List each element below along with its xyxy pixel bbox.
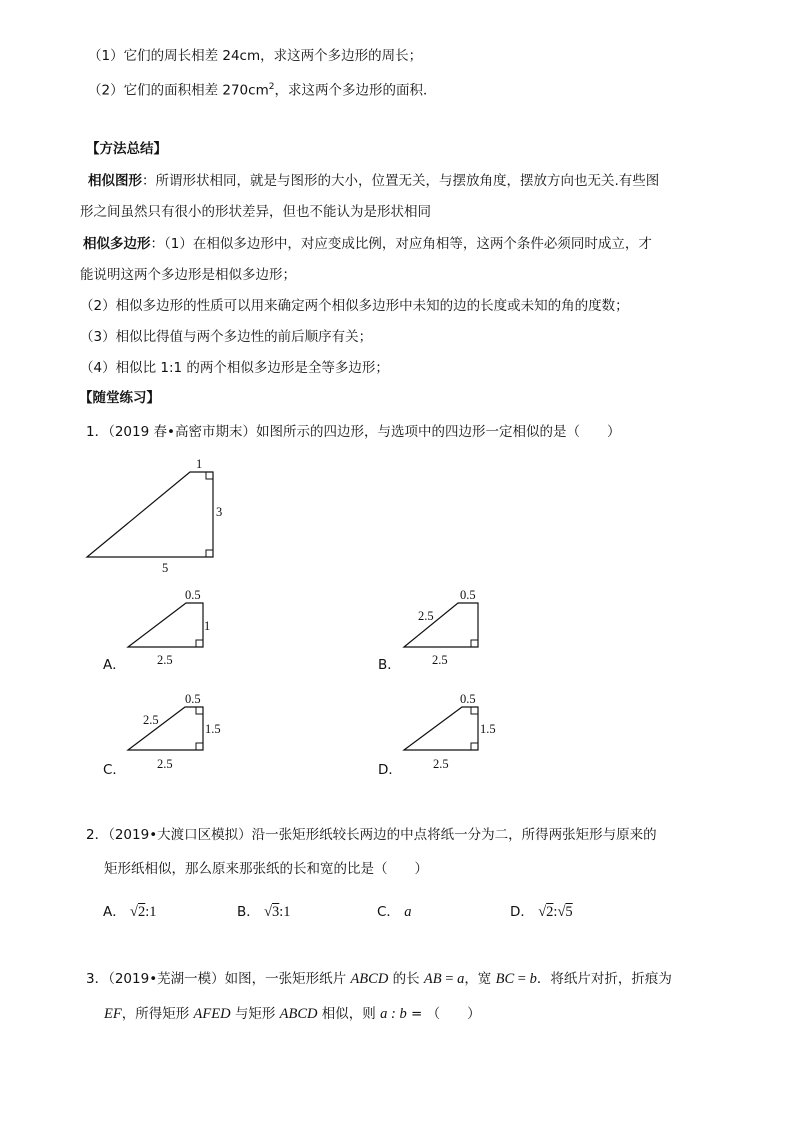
option-a-letter-q2: A．: [103, 904, 126, 920]
option-a-right-angle: [196, 640, 203, 647]
q3-text: 相似，则: [317, 1006, 381, 1022]
option-b-rest: :1: [279, 904, 291, 920]
q3-var-a: a: [457, 971, 465, 987]
sqrt-icon: √: [538, 904, 547, 920]
question-3-stem-line-1: [86, 970, 672, 988]
option-c-top-label: 0.5: [185, 692, 201, 706]
q3-equals: =: [441, 971, 458, 987]
option-b-letter[interactable]: B．: [378, 657, 401, 673]
summary-point-3: （3）相似比得值与两个多边性的前后顺序有关；: [80, 329, 373, 345]
q3-text: 的长: [388, 971, 424, 987]
option-b-top-label: 0.5: [460, 588, 476, 602]
option-c-right-label: 1.5: [205, 722, 221, 736]
sqrt-icon: √: [557, 904, 566, 920]
option-a-trapezoid: [128, 603, 203, 647]
option-a-right-label: 1: [204, 619, 211, 633]
option-d-colon: :: [553, 904, 558, 920]
question-2-option-d[interactable]: [510, 903, 573, 921]
q3-text: ，所得矩形: [121, 1006, 194, 1022]
right-angle-mark-bottom: [206, 550, 213, 557]
question-3-stem-line-2: [104, 1005, 481, 1023]
option-c-right-angle-top: [196, 707, 203, 714]
option-b-trapezoid: [404, 603, 478, 647]
option-d-figure: [404, 692, 496, 771]
q3-text: ．将纸片对折，折痕为: [536, 971, 672, 987]
option-d-right-angle-bottom: [471, 743, 478, 750]
q3-side-bc: BC: [495, 971, 515, 987]
question-2-option-c[interactable]: [377, 903, 411, 921]
q3-text: ，宽: [464, 971, 496, 987]
similar-polygon-text-cont: 能说明这两个多边形是相似多边形；: [80, 267, 296, 283]
option-c-right-angle-bottom: [196, 743, 203, 750]
option-c-value: a: [404, 904, 412, 920]
summary-point-2: （2）相似多边形的性质可以用来确定两个相似多边形中未知的边的长度或未知的角的度数；: [80, 298, 629, 314]
superscript-2: 2: [268, 82, 275, 92]
question-2-stem-line-1: 2．（2019•大渡口区模拟）沿一张矩形纸较长两边的中点将纸一分为二，所得两张矩形与原来的: [86, 827, 657, 843]
option-a-letter[interactable]: A．: [103, 657, 126, 673]
option-c-slant-label: 2.5: [143, 713, 159, 727]
q3-rect-abcd: ABCD: [279, 1006, 318, 1022]
q3-ratio: a : b: [380, 1006, 407, 1022]
q3-equals: =: [514, 971, 530, 987]
q3-rect-abcd: ABCD: [350, 971, 389, 987]
option-c-letter[interactable]: C．: [103, 762, 126, 778]
option-b-bottom-label: 2.5: [432, 653, 448, 667]
q3-var-b: b: [529, 971, 537, 987]
option-c-bottom-label: 2.5: [157, 757, 173, 771]
option-a-radicand: 2: [138, 904, 146, 920]
option-c-letter-q2: C．: [377, 904, 400, 920]
sqrt-icon: √: [264, 904, 273, 920]
main-trapezoid-figure: [87, 457, 222, 575]
question-2-option-b[interactable]: [237, 903, 291, 921]
right-angle-mark-top: [206, 472, 213, 479]
option-c-trapezoid: [128, 707, 203, 750]
option-b-radicand: 3: [272, 904, 280, 920]
q3-side-ab: AB: [423, 971, 442, 987]
q3-answer-blank: = （ ）: [406, 1006, 481, 1022]
option-c-figure: [128, 692, 221, 771]
q3-text: 与矩形: [230, 1006, 280, 1022]
main-top-label: 1: [196, 457, 203, 471]
q3-text: 3．（2019•芜湖一模）如图，一张矩形纸片: [86, 971, 351, 987]
question-part-2-text: （2）它们的面积相差 270cm: [88, 82, 269, 99]
similar-shape-text-cont: 形之间虽然只有很小的形状差异，但也不能认为是形状相同: [80, 204, 431, 220]
sqrt-icon: √: [130, 904, 139, 920]
option-d-bottom-label: 2.5: [433, 757, 449, 771]
question-2-option-a[interactable]: [103, 903, 157, 921]
option-b-slant-label: 2.5: [418, 609, 434, 623]
option-b-letter-q2: B．: [237, 904, 260, 920]
option-b-figure: [404, 588, 478, 667]
option-a-rest: :1: [145, 904, 157, 920]
option-d-letter-q2: D．: [510, 904, 534, 920]
similar-shape-text: ：所谓形状相同，就是与图形的大小，位置无关，与摆放角度，摆放方向也无关.有些图: [142, 173, 660, 189]
option-a-bottom-label: 2.5: [157, 653, 173, 667]
option-a-top-label: 0.5: [185, 588, 201, 602]
practice-heading: 【随堂练习】: [79, 390, 160, 406]
similar-polygon-text: ：（1）在相似多边形中，对应变成比例，对应角相等，这两个条件必须同时成立，才: [150, 236, 652, 252]
main-trapezoid: [87, 472, 213, 557]
option-d-right-angle-top: [471, 707, 478, 714]
summary-point-4: （4）相似比 1:1 的两个相似多边形是全等多边形；: [80, 360, 389, 376]
q3-rect-afed: AFED: [193, 1006, 231, 1022]
main-right-label: 3: [216, 505, 223, 519]
question-part-1: （1）它们的周长相差 24cm，求这两个多边形的周长；: [88, 48, 423, 64]
similar-shape-term: 相似图形: [88, 173, 142, 189]
option-a-figure: [128, 588, 210, 667]
similar-polygon-term: 相似多边形: [83, 236, 151, 252]
option-d-letter[interactable]: D．: [378, 762, 402, 778]
question-1-stem: 1．（2019 春•高密市期末）如图所示的四边形，与选项中的四边形一定相似的是（ ）: [86, 424, 621, 440]
option-d-radicand-2: 5: [565, 904, 573, 920]
option-d-radicand-1: 2: [546, 904, 554, 920]
question-part-2-tail: ，求这两个多边形的面积．: [274, 82, 437, 99]
option-d-top-label: 0.5: [460, 692, 476, 706]
method-summary-heading: 【方法总结】: [86, 141, 167, 157]
option-b-right-angle: [471, 640, 478, 647]
main-bottom-label: 5: [162, 561, 169, 575]
q3-crease-ef: EF: [104, 1006, 122, 1022]
question-2-stem-line-2: 矩形纸相似，那么原来那张纸的长和宽的比是（ ）: [104, 861, 428, 877]
option-d-trapezoid: [404, 707, 478, 750]
option-d-right-label: 1.5: [480, 722, 496, 736]
